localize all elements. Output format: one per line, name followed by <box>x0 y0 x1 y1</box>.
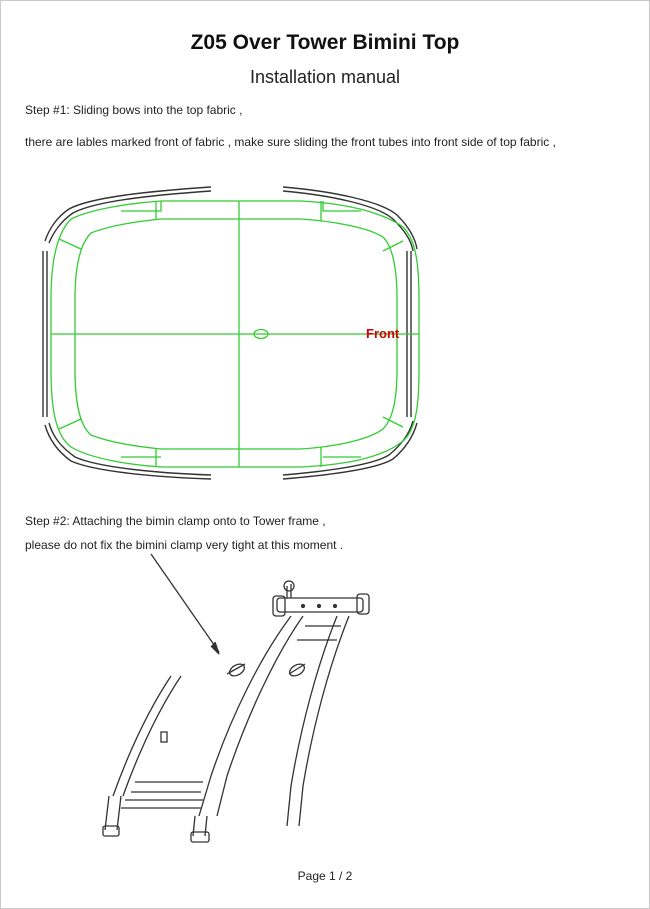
step1-fabric-diagram <box>31 179 431 489</box>
step2-heading: Step #2: Attaching the bimin clamp onto to Tower frame , <box>25 514 326 528</box>
front-label: Front <box>366 326 400 341</box>
document-subtitle: Installation manual <box>249 67 401 87</box>
tower-frame <box>103 554 369 842</box>
top-fabric-outline <box>51 201 419 467</box>
document-title: Z05 Over Tower Bimini Top <box>190 31 460 54</box>
step1-instruction: there are lables marked front of fabric , make sure sliding the front tubes into front side of top fabric , <box>25 135 556 149</box>
step2-tower-frame-diagram <box>91 546 391 846</box>
step2-instruction: please do not fix the bimini clamp very tight at this moment . <box>25 538 344 552</box>
step1-heading: Step #1: Sliding bows into the top fabric , <box>25 103 243 117</box>
page-number: Page 1 / 2 <box>297 869 353 883</box>
